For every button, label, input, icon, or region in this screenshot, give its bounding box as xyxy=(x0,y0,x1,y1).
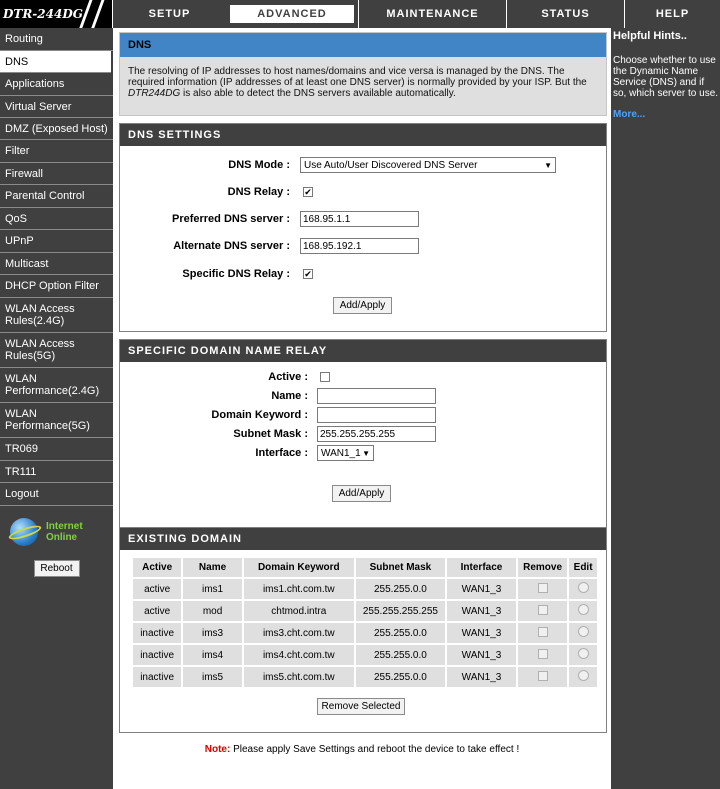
reboot-button[interactable]: Reboot xyxy=(34,560,80,577)
col-subnet-mask: Subnet Mask xyxy=(356,558,445,577)
tab-advanced[interactable]: ADVANCED xyxy=(228,3,356,25)
relay-interface-label: Interface : xyxy=(255,447,308,459)
remove-selected-button[interactable]: Remove Selected xyxy=(317,698,405,715)
sidebar-item-applications[interactable]: Applications xyxy=(0,73,113,96)
table-row: inactive ims5 ims5.cht.com.tw 255.255.0.0 WAN1_3 xyxy=(133,667,597,687)
tab-status[interactable]: STATUS xyxy=(506,0,624,28)
dns-description: The resolving of IP addresses to host names/domains and vice versa is managed by the DNS. The required information (IP addresses of at least one DNS server) is normally provided by your ISP. But the DTR244DG is also able to detect the DNS servers available automatically. xyxy=(128,66,587,99)
dns-settings-panel xyxy=(119,123,607,332)
relay-keyword-label: Domain Keyword : xyxy=(211,409,308,421)
sidebar xyxy=(0,28,113,789)
sidebar-item-routing[interactable]: Routing xyxy=(0,28,113,51)
dns-settings-title: DNS SETTINGS xyxy=(120,124,606,146)
table-row: active ims1 ims1.cht.com.tw 255.255.0.0 WAN1_3 xyxy=(133,579,597,599)
alternate-dns-label: Alternate DNS server : xyxy=(173,240,290,252)
sidebar-item-multicast[interactable]: Multicast xyxy=(0,253,113,275)
chevron-down-icon: ▼ xyxy=(362,448,370,458)
specific-dns-relay-label: Specific DNS Relay : xyxy=(182,268,290,280)
relay-active-checkbox[interactable] xyxy=(320,372,330,382)
dns-mode-label: DNS Mode : xyxy=(228,159,290,171)
remove-checkbox[interactable] xyxy=(538,627,548,637)
main-content xyxy=(113,28,611,789)
col-name: Name xyxy=(183,558,242,577)
relay-active-label: Active : xyxy=(268,371,308,383)
globe-icon xyxy=(8,516,42,548)
status-label: Internet xyxy=(46,521,83,532)
edit-radio[interactable] xyxy=(578,670,589,681)
existing-domain-panel xyxy=(119,527,607,733)
col-active: Active xyxy=(133,558,181,577)
existing-domain-title: EXISTING DOMAIN xyxy=(120,528,606,550)
relay-interface-value: WAN1_1 xyxy=(321,447,361,459)
remove-checkbox[interactable] xyxy=(538,605,548,615)
remove-checkbox[interactable] xyxy=(538,649,548,659)
relay-mask-input[interactable] xyxy=(317,426,436,442)
col-interface: Interface xyxy=(447,558,516,577)
specific-dns-relay-checkbox[interactable]: ✔ xyxy=(304,268,312,279)
helpful-hints-panel xyxy=(611,28,720,789)
sidebar-item-virtual-server[interactable]: Virtual Server xyxy=(0,96,113,118)
status-value: Online xyxy=(46,532,78,543)
remove-checkbox[interactable] xyxy=(538,671,548,681)
col-domain-keyword: Domain Keyword xyxy=(244,558,354,577)
tab-setup[interactable]: SETUP xyxy=(112,0,226,28)
table-header-row xyxy=(133,558,597,577)
hints-title: Helpful Hints.. xyxy=(613,30,687,42)
preferred-dns-input[interactable] xyxy=(300,211,419,227)
tab-maintenance[interactable]: MAINTENANCE xyxy=(358,0,506,28)
note-label: Note: xyxy=(204,744,231,755)
hints-body: Choose whether to use the Dynamic Name Service (DNS) and if so, which server to use. xyxy=(613,55,719,99)
relay-interface-select[interactable] xyxy=(317,445,374,461)
tab-help[interactable]: HELP xyxy=(624,0,720,28)
dns-mode-value: Use Auto/User Discovered DNS Server xyxy=(304,159,478,171)
sidebar-item-tr111[interactable]: TR111 xyxy=(0,461,113,483)
relay-name-label: Name : xyxy=(271,390,308,402)
sidebar-item-parental-control[interactable]: Parental Control xyxy=(0,185,113,208)
dns-relay-checkbox[interactable]: ✔ xyxy=(304,186,312,197)
table-row: inactive ims3 ims3.cht.com.tw 255.255.0.0 WAN1_3 xyxy=(133,623,597,643)
sidebar-item-dmz[interactable]: DMZ (Exposed Host) xyxy=(0,118,113,140)
relay-name-input[interactable] xyxy=(317,388,436,404)
col-remove: Remove xyxy=(518,558,567,577)
relay-mask-label: Subnet Mask : xyxy=(233,428,308,440)
sidebar-item-logout[interactable]: Logout xyxy=(0,483,113,506)
existing-domain-table xyxy=(131,556,599,689)
sidebar-item-dns[interactable]: DNS xyxy=(0,51,111,73)
preferred-dns-label: Preferred DNS server : xyxy=(171,213,290,225)
note-text: Please apply Save Settings and reboot the device to take effect ! xyxy=(230,744,520,755)
sidebar-item-firewall[interactable]: Firewall xyxy=(0,163,113,185)
dns-relay-label: DNS Relay : xyxy=(227,186,290,198)
internet-status xyxy=(0,516,113,548)
dns-add-apply-button[interactable]: Add/Apply xyxy=(333,297,392,314)
sidebar-item-wlan-performance-5g[interactable]: WLAN Performance(5G) xyxy=(0,403,113,438)
sidebar-item-tr069[interactable]: TR069 xyxy=(0,438,113,461)
sidebar-item-wlan-access-rules-5g[interactable]: WLAN Access Rules(5G) xyxy=(0,333,113,368)
dns-intro-panel xyxy=(119,32,607,116)
table-row: active mod chtmod.intra 255.255.255.255 WAN1_3 xyxy=(133,601,597,621)
save-note xyxy=(113,744,611,755)
domain-relay-title: SPECIFIC DOMAIN NAME RELAY xyxy=(120,340,606,362)
sidebar-item-dhcp-option-filter[interactable]: DHCP Option Filter xyxy=(0,275,113,298)
sidebar-item-filter[interactable]: Filter xyxy=(0,140,113,163)
relay-keyword-input[interactable] xyxy=(317,407,436,423)
sidebar-item-wlan-performance-24g[interactable]: WLAN Performance(2.4G) xyxy=(0,368,113,403)
alternate-dns-input[interactable] xyxy=(300,238,419,254)
edit-radio[interactable] xyxy=(578,604,589,615)
remove-checkbox[interactable] xyxy=(538,583,548,593)
page-title: DNS xyxy=(120,33,606,57)
edit-radio[interactable] xyxy=(578,626,589,637)
edit-radio[interactable] xyxy=(578,582,589,593)
relay-add-apply-button[interactable]: Add/Apply xyxy=(332,485,391,502)
brand-logo xyxy=(0,0,112,28)
col-edit: Edit xyxy=(569,558,597,577)
sidebar-item-upnp[interactable]: UPnP xyxy=(0,230,113,253)
sidebar-item-qos[interactable]: QoS xyxy=(0,208,113,230)
dns-mode-select[interactable] xyxy=(300,157,556,173)
chevron-down-icon: ▼ xyxy=(544,160,552,170)
top-nav-bar xyxy=(0,0,720,28)
hints-more-link[interactable]: More... xyxy=(613,109,646,120)
edit-radio[interactable] xyxy=(578,648,589,659)
sidebar-item-wlan-access-rules-24g[interactable]: WLAN Access Rules(2.4G) xyxy=(0,298,113,333)
table-row: inactive ims4 ims4.cht.com.tw 255.255.0.0 WAN1_3 xyxy=(133,645,597,665)
model-name: DTR-244DG xyxy=(3,7,83,21)
domain-relay-panel xyxy=(119,339,607,540)
